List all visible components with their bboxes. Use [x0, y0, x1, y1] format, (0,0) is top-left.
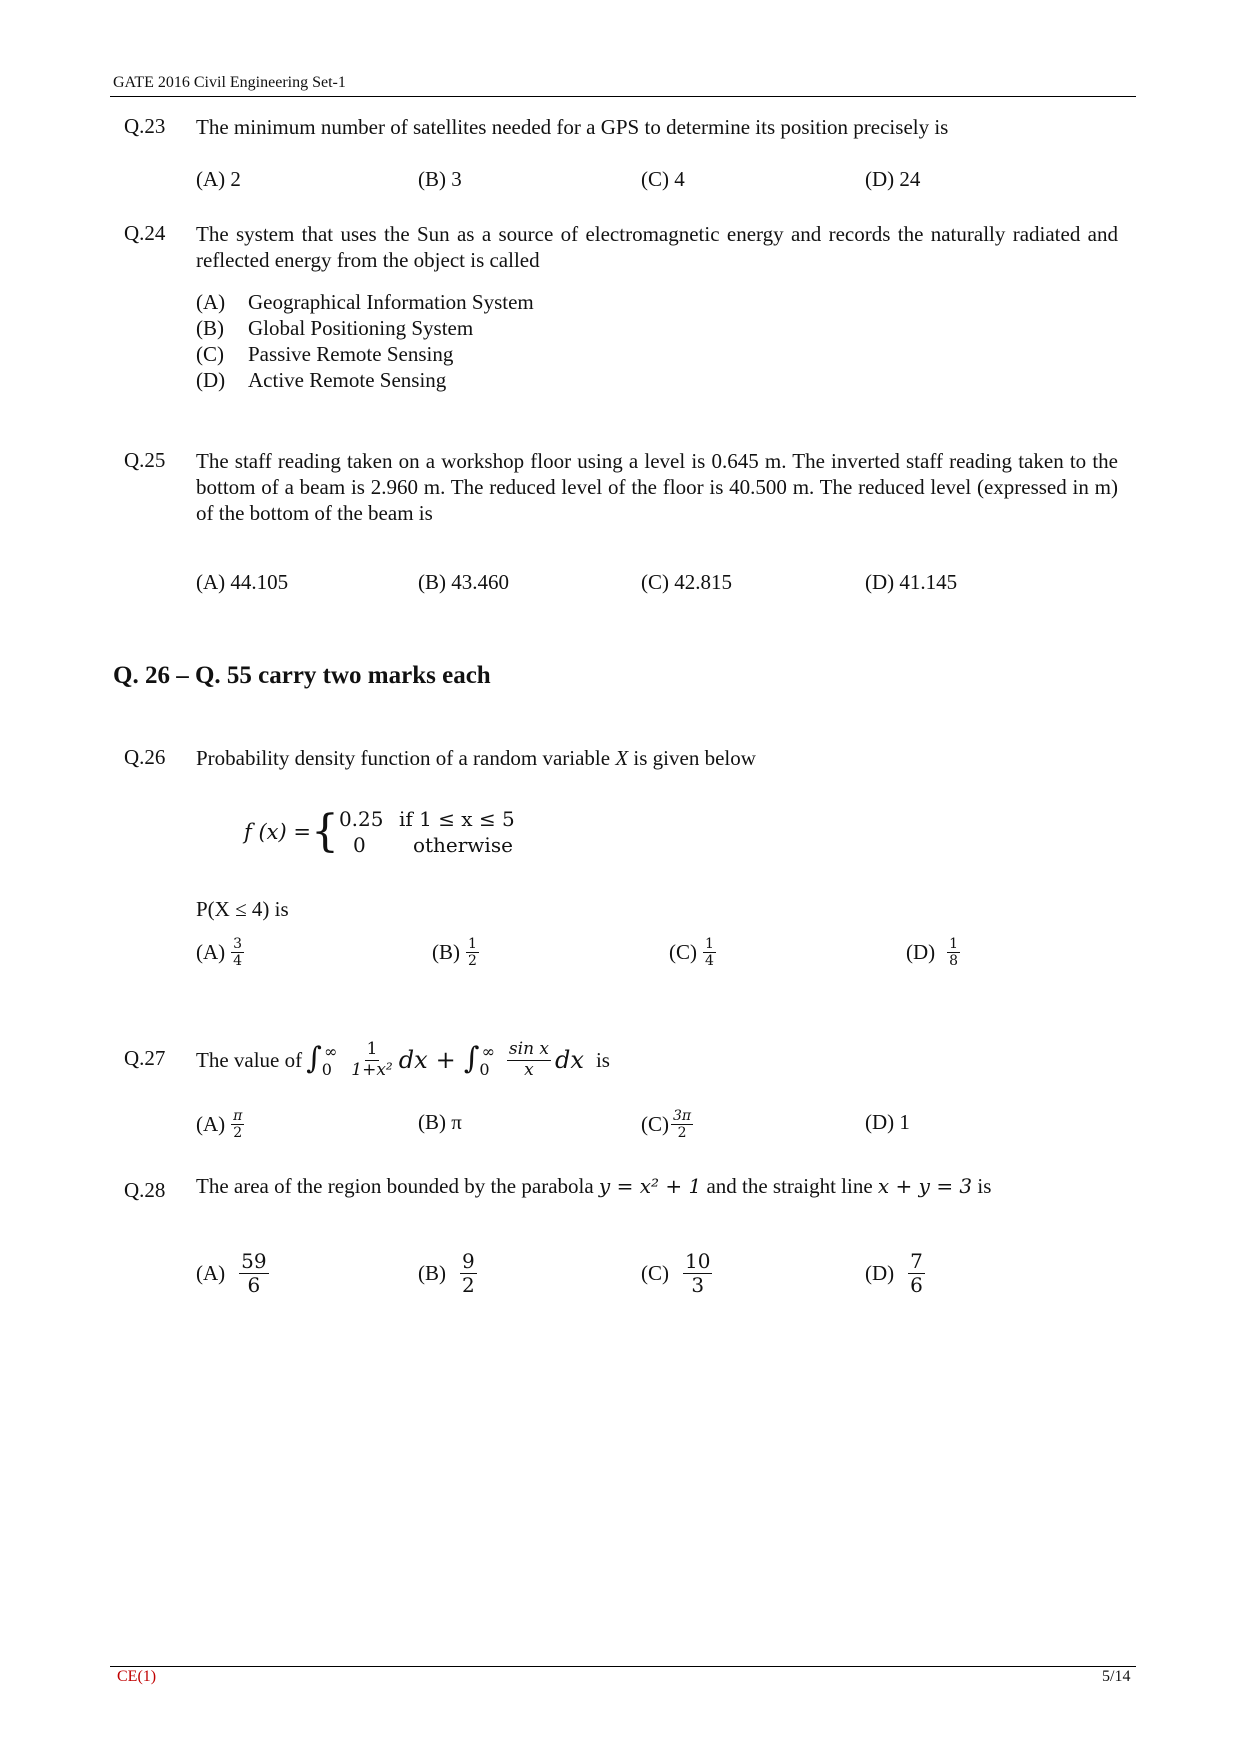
q26-option-a	[196, 936, 244, 969]
footer-code: CE(1)	[117, 1668, 157, 1685]
q27-option-a	[196, 1108, 244, 1141]
q28-text-post: is	[972, 1174, 992, 1198]
q28-text-mid: and the straight line	[701, 1174, 878, 1198]
q26-text	[196, 745, 1118, 771]
q28-option-d-label: (D)	[865, 1261, 895, 1285]
q26-case1-cond: if 1 ≤ x ≤ 5	[398, 807, 515, 831]
header-divider	[110, 96, 1136, 97]
q26-option-d-num: 1	[949, 936, 959, 952]
q28-option-d-den: 6	[910, 1273, 923, 1297]
q23-option-b: (B) 3	[418, 167, 462, 191]
q28-option-b-num: 9	[462, 1249, 475, 1273]
q27-option-c-frac	[671, 1108, 693, 1141]
q28-option-d-frac	[908, 1250, 925, 1297]
q25-option-a: (A) 44.105	[196, 570, 289, 594]
q24-option-d-label: (D)	[196, 368, 226, 392]
q27-option-c-den: 2	[677, 1125, 687, 1142]
q26-option-c-den: 4	[705, 953, 714, 970]
q28-option-c-den: 3	[691, 1273, 705, 1297]
q23-option-d: (D) 24	[865, 167, 921, 191]
q27-int1-frac	[349, 1040, 394, 1080]
q26-case2-value: 0	[352, 833, 366, 857]
q23-text: The minimum number of satellites needed for a GPS to determine its position precisely is	[196, 115, 949, 139]
q26-function	[244, 806, 515, 858]
q28-equation-1: y = x² + 1	[598, 1174, 702, 1198]
q26-option-d-den: 8	[949, 953, 959, 970]
q28-text-pre: The area of the region bounded by the parabola	[196, 1174, 599, 1198]
q24-text: The system that uses the Sun as a source of electromagnetic energy and records the naturally radiated and reflected energy from the object is called	[196, 222, 1118, 272]
q26-option-c-label: (C)	[669, 940, 697, 965]
q27-int2-den: x	[524, 1059, 534, 1080]
q23-number: Q.23	[124, 114, 166, 138]
q28-equation-2: x + y = 3	[877, 1174, 973, 1198]
q24-option-b-label: (B)	[196, 316, 224, 340]
q24-option-d-text: Active Remote Sensing	[248, 368, 447, 392]
q24-option-a-text: Geographical Information System	[248, 290, 534, 314]
q26-option-b-frac	[466, 936, 479, 969]
q26-option-b-num: 1	[468, 936, 477, 952]
q27-int2-num: sin x	[508, 1039, 550, 1059]
q26-option-a-frac	[231, 936, 244, 969]
q24-option-c-text: Passive Remote Sensing	[248, 342, 454, 366]
q27-int1-num: 1	[366, 1039, 378, 1059]
q27-dx-2: dx	[555, 1046, 584, 1075]
q26-func-lhs: f (x) =	[244, 820, 311, 844]
q28-option-b-den: 2	[462, 1273, 475, 1297]
q26-option-c-num: 1	[705, 936, 714, 952]
q27-int1-lower: 0	[321, 1060, 332, 1080]
q26-text-pre: Probability density function of a random variable	[196, 746, 616, 770]
q24-option-d	[196, 367, 534, 393]
q27-option-a-den: 2	[233, 1125, 243, 1142]
q23-option-c: (C) 4	[641, 167, 685, 191]
q28-number: Q.28	[124, 1178, 166, 1202]
q25-text: The staff reading taken on a workshop floor using a level is 0.645 m. The inverted staff reading taken to the bottom of a beam is 2.960 m. The reduced level of the floor is 40.500 m. The reduced level (expressed in m) of the bottom of the beam is	[196, 449, 1118, 525]
q28-option-c-frac	[683, 1250, 712, 1297]
page-number: 5/14	[1102, 1668, 1131, 1685]
q26-prob-statement: P(X ≤ 4) is	[196, 897, 289, 921]
q26-option-d-label: (D)	[906, 940, 936, 965]
q26-option-d-frac	[947, 936, 960, 969]
q26-option-a-num: 3	[233, 936, 243, 952]
q24-options	[196, 289, 534, 393]
q28-option-b-label: (B)	[418, 1261, 446, 1285]
q28-option-d	[865, 1250, 925, 1297]
q27-number: Q.27	[124, 1046, 166, 1070]
q26-option-b-den: 2	[468, 953, 477, 970]
q27-option-b: (B) π	[418, 1110, 462, 1134]
q28-option-d-num: 7	[910, 1249, 923, 1273]
q28-option-b	[418, 1250, 477, 1297]
q28-option-c-num: 10	[685, 1249, 711, 1273]
q27-int1-upper: ∞	[323, 1042, 338, 1062]
q24-option-a	[196, 289, 534, 315]
q27-text-pre: The value of	[196, 1047, 303, 1072]
q26-number: Q.26	[124, 745, 166, 769]
q25-number: Q.25	[124, 448, 166, 472]
q27-option-a-label: (A)	[196, 1112, 226, 1137]
q28-option-a-num: 59	[241, 1249, 267, 1273]
q28-option-a-label: (A)	[196, 1261, 226, 1285]
q26-option-a-label: (A)	[196, 940, 226, 965]
q24-number: Q.24	[124, 221, 166, 245]
q28-option-c-label: (C)	[641, 1261, 669, 1285]
q26-cases	[339, 806, 515, 858]
q25-option-c: (C) 42.815	[641, 570, 732, 594]
q27-option-c-label: (C)	[641, 1112, 669, 1137]
q28-option-a	[196, 1250, 269, 1297]
q25-option-b: (B) 43.460	[418, 570, 509, 594]
q24-option-b	[196, 315, 534, 341]
q26-option-c-frac	[703, 936, 716, 969]
q28-option-b-frac	[460, 1250, 477, 1297]
q26-option-a-den: 4	[233, 953, 243, 970]
q27-option-a-frac	[231, 1108, 244, 1141]
q28-text	[196, 1174, 991, 1199]
q26-option-c	[669, 936, 716, 969]
q27-int2-upper: ∞	[481, 1042, 495, 1062]
q27-text-post: is	[595, 1047, 610, 1072]
q28-option-a-frac	[239, 1250, 268, 1297]
q25-option-d: (D) 41.145	[865, 570, 958, 594]
q27-expression	[196, 1040, 610, 1080]
q28-option-c	[641, 1250, 712, 1297]
q27-option-c-num: 3π	[673, 1108, 692, 1124]
q27-plus: +	[435, 1046, 456, 1075]
q27-integral-1: $\int_0^\infty$	[306, 1041, 338, 1080]
q24-option-c	[196, 341, 534, 367]
q26-option-b-label: (B)	[432, 940, 460, 965]
q28-option-a-den: 6	[247, 1273, 261, 1297]
q26-text-var: X	[615, 746, 629, 770]
q24-option-a-label: (A)	[196, 290, 226, 314]
q27-integral-2: $\int_0^\infty$	[463, 1041, 495, 1080]
page-header: GATE 2016 Civil Engineering Set-1	[113, 74, 346, 91]
q27-int2-lower: 0	[479, 1060, 490, 1080]
q23-option-a: (A) 2	[196, 167, 241, 191]
q27-int2-frac	[507, 1040, 551, 1080]
q27-option-d: (D) 1	[865, 1110, 910, 1134]
q27-dx-1: dx	[398, 1046, 428, 1075]
q24-option-c-label: (C)	[196, 342, 224, 366]
q26-option-d	[906, 936, 960, 969]
footer-divider	[110, 1666, 1136, 1667]
q26-case2-cond: otherwise	[412, 833, 513, 857]
q24-option-b-text: Global Positioning System	[248, 316, 474, 340]
q26-case1-value: 0.25	[338, 807, 384, 831]
section-heading: Q. 26 – Q. 55 carry two marks each	[113, 662, 491, 689]
q26-brace: {	[310, 806, 339, 857]
q27-int1-den: 1+x²	[351, 1059, 393, 1080]
q27-option-a-num: π	[233, 1108, 243, 1124]
q26-text-post: is given below	[628, 746, 756, 770]
q27-option-c	[641, 1108, 693, 1141]
q26-option-b	[432, 936, 479, 969]
